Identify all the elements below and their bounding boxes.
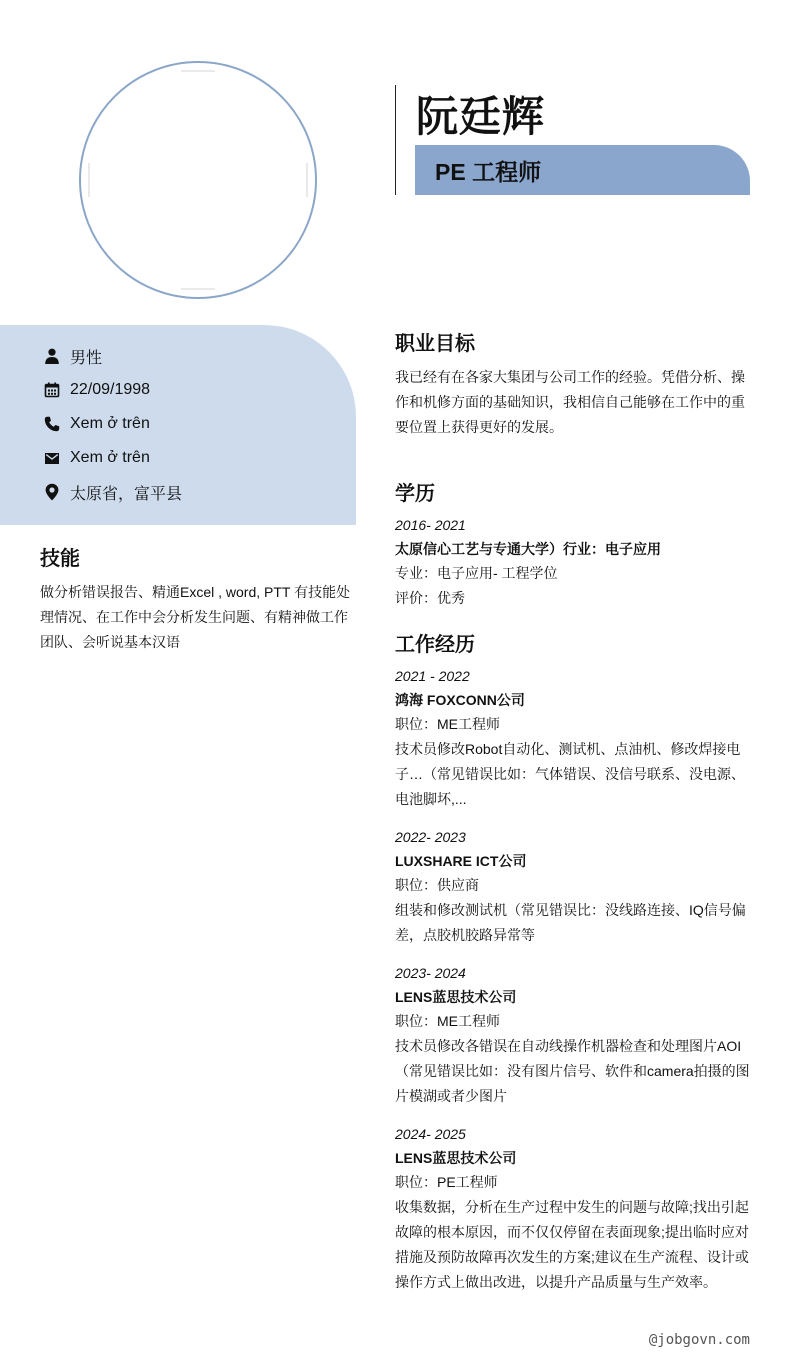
job-company: LENS蓝思技术公司 bbox=[395, 989, 517, 1005]
job-position: 职位：ME工程师 bbox=[395, 1013, 500, 1029]
job-position: 职位：ME工程师 bbox=[395, 716, 500, 732]
person-icon bbox=[43, 347, 61, 365]
job-entry bbox=[395, 826, 755, 948]
watermark: @jobgovn.com bbox=[648, 1332, 750, 1348]
job-company: LUXSHARE ICT公司 bbox=[395, 853, 527, 869]
education-title: 学历 bbox=[395, 483, 435, 505]
job-entry bbox=[395, 665, 755, 812]
calendar-icon bbox=[43, 381, 61, 399]
candidate-name: 阮廷辉 bbox=[416, 93, 546, 140]
job-date: 2023- 2024 bbox=[395, 965, 466, 981]
objective-title: 职业目标 bbox=[395, 333, 475, 355]
education-entry bbox=[395, 514, 755, 611]
phone-icon bbox=[43, 415, 61, 433]
gender-value: 男性 bbox=[70, 349, 103, 367]
job-entry bbox=[395, 962, 755, 1109]
job-position: 职位：供应商 bbox=[395, 877, 479, 893]
job-title: PE 工程师 bbox=[435, 158, 542, 185]
job-entry bbox=[395, 1123, 755, 1295]
email-value: Xem ở trên bbox=[70, 449, 150, 466]
job-company: LENS蓝思技术公司 bbox=[395, 1150, 517, 1166]
location-pin-icon bbox=[43, 483, 61, 501]
education-grade: 评价：优秀 bbox=[395, 590, 465, 606]
job-date: 2024- 2025 bbox=[395, 1126, 466, 1142]
phone-value: Xem ở trên bbox=[70, 415, 150, 432]
skills-text: 做分析错误报告、精通Excel , word, PTT 有技能处理情况、在工作中会分析发生问题、有精神做工作团队、会听说基本汉语 bbox=[40, 584, 351, 650]
name-divider bbox=[395, 85, 396, 195]
job-date: 2022- 2023 bbox=[395, 829, 466, 845]
skills-title: 技能 bbox=[40, 548, 80, 570]
job-description: 收集数据，分析在生产过程中发生的问题与故障;找出引起故障的根本原因，而不仅仅停留在表面现象;提出临时应对措施及预防故障再次发生的方案;建议在生产流程、设计或操作方式上做出改进，以提升产品质量与生产效率。 bbox=[395, 1199, 749, 1290]
contact-address bbox=[43, 480, 182, 504]
experience-title: 工作经历 bbox=[395, 634, 475, 656]
education-date: 2016- 2021 bbox=[395, 517, 466, 533]
birthdate-value: 22/09/1998 bbox=[70, 381, 151, 398]
contact-birthdate bbox=[43, 378, 150, 402]
profile-photo bbox=[79, 61, 317, 299]
job-description: 组装和修改测试机（常见错误比：没线路连接、IQ信号偏差，点胶机胶路异常等 bbox=[395, 902, 746, 943]
contact-phone bbox=[43, 412, 150, 436]
contact-email bbox=[43, 446, 150, 470]
job-date: 2021 - 2022 bbox=[395, 668, 470, 684]
mail-icon bbox=[43, 449, 61, 467]
contact-gender bbox=[43, 344, 102, 368]
education-school: 太原信心工艺与专通大学）行业：电子应用 bbox=[395, 541, 661, 557]
objective-text: 我已经有在各家大集团与公司工作的经验。凭借分析、操作和机修方面的基础知识，我相信自己能够在工作中的重要位置上获得更好的发展。 bbox=[395, 369, 745, 435]
education-major: 专业：电子应用- 工程学位 bbox=[395, 565, 558, 581]
job-description: 技术员修改各错误在自动线操作机器检查和处理图片AOI（常见错误比如：没有图片信号、软件和camera拍摄的图片模湖或者少图片 bbox=[395, 1038, 750, 1104]
photo-frame-marks bbox=[81, 63, 315, 297]
address-value: 太原省，富平县 bbox=[70, 485, 183, 503]
job-title-banner bbox=[415, 145, 750, 195]
job-description: 技术员修改Robot自动化、测试机、点油机、修改焊接电子…（常见错误比如：气体错误、没信号联系、没电源、电池脚坏,... bbox=[395, 741, 745, 807]
job-position: 职位：PE工程师 bbox=[395, 1174, 498, 1190]
job-company: 鸿海 FOXCONN公司 bbox=[395, 692, 525, 708]
contact-panel bbox=[0, 325, 356, 525]
